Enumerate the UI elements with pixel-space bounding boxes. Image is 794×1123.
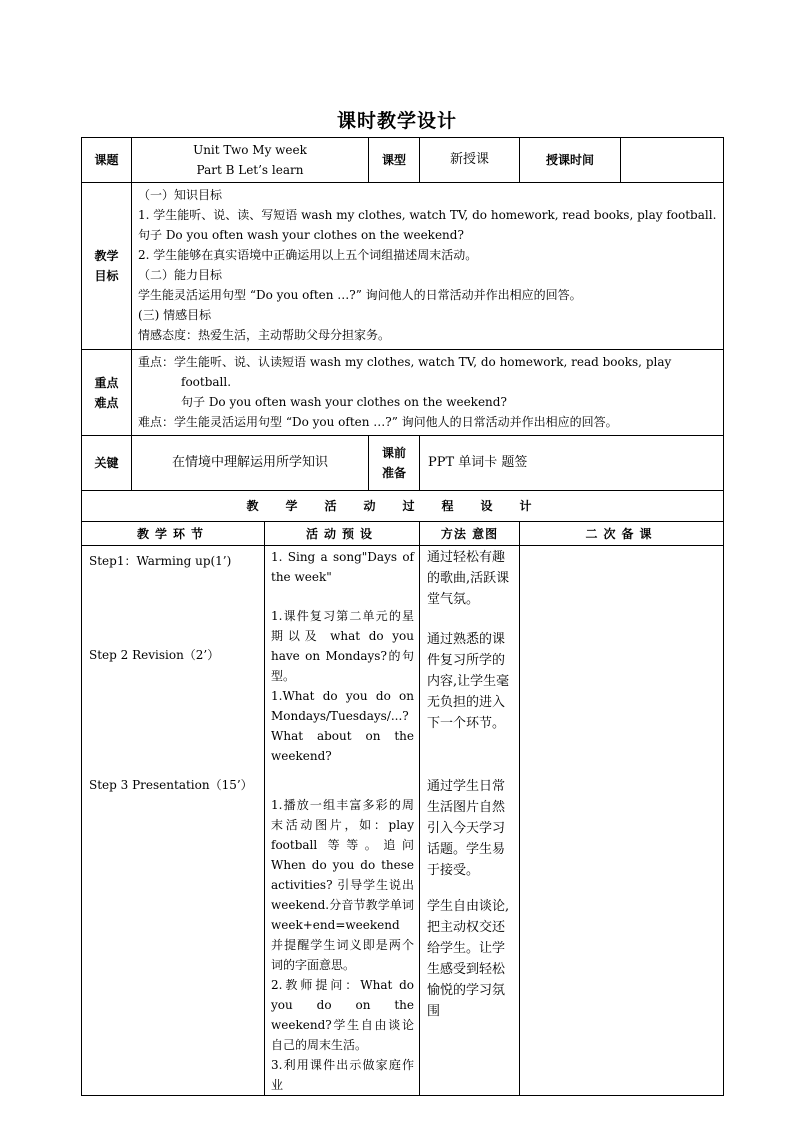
goal-line: (三) 情感目标 xyxy=(138,308,212,322)
goal-line: （一）知识目标 xyxy=(138,188,223,202)
activity-item: 1.What do you do on Mondays/Tuesdays/...?What about on the weekend? xyxy=(271,689,414,763)
key-value: 在情境中理解运用所学知识 xyxy=(132,436,369,491)
step-warming-up: Step1：Warming up(1’) xyxy=(89,554,232,568)
col-header-step: 教学环节 xyxy=(82,522,265,546)
goal-line: 1. 学生能听、说、读、写短语 wash my clothes, watch TV, do homework, read books, play football. xyxy=(138,208,717,222)
keypoints-label: 重点 难点 xyxy=(82,350,132,436)
review-column xyxy=(520,546,724,1096)
goal-line: 句子 Do you often wash your clothes on the weekend? xyxy=(138,228,464,242)
methods-column xyxy=(420,546,520,1096)
time-value xyxy=(621,138,724,183)
type-label: 课型 xyxy=(369,138,420,183)
activity-item: 1.课件复习第二单元的星期以及 what do you have on Mondays?的句型。 xyxy=(271,609,414,683)
col-header-review: 二次备课 xyxy=(520,522,724,546)
key-label: 关键 xyxy=(82,436,132,491)
goals-label: 教学 目标 xyxy=(82,183,132,350)
step-revision: Step 2 Revision（2’） xyxy=(89,648,220,662)
method-item: 通过学生日常生活图片自然引入今天学习话题。学生易于接受。 xyxy=(427,779,506,878)
steps-column xyxy=(82,546,265,1096)
page-title: 课时教学设计 xyxy=(336,110,457,132)
keypoint-line: 难点：学生能灵活运用句型 “Do you often …?” 询问他人的日常活动并作出相应的回答。 xyxy=(138,415,618,429)
process-title: 教学活动过程设计 xyxy=(82,491,724,522)
topic-line2: Part B Let’s learn xyxy=(196,163,304,177)
keypoint-line: 重点：学生能听、说、认读短语 wash my clothes, watch TV, do homework, read books, play xyxy=(138,355,672,369)
method-item: 通过轻松有趣的歌曲,活跃课堂气氛。 xyxy=(427,550,510,607)
prep-value: PPT 单词卡 题签 xyxy=(420,436,724,491)
activity-item: 2.教师提问：What do you do on the weekend?学生自由谈论自己的周末生活。 xyxy=(271,978,414,1052)
time-label: 授课时间 xyxy=(520,138,621,183)
goal-line: 2. 学生能够在真实语境中正确运用以上五个词组描述周末活动。 xyxy=(138,248,478,262)
keypoint-line: football. xyxy=(181,375,232,389)
method-item: 学生自由谈论,把主动权交还给学生。让学生感受到轻松愉悦的学习氛围 xyxy=(427,899,510,1019)
step-presentation: Step 3 Presentation（15’） xyxy=(89,778,253,792)
activities-column xyxy=(265,546,420,1096)
activity-item: 1.播放一组丰富多彩的周末活动图片，如：play football 等等。追问 When do you do these activities? 引导学生说出 weekend.分音节教学单词 week+end=weekend 并提醒学生词义即是两个词的字面意思。 xyxy=(271,798,414,972)
method-item: 通过熟悉的课件复习所学的内容,让学生毫无负担的进入下一个环节。 xyxy=(427,632,510,731)
activity-item: 3.利用课件出示做家庭作业 xyxy=(271,1058,414,1092)
topic-label: 课题 xyxy=(82,138,132,183)
topic-line1: Unit Two My week xyxy=(193,143,307,157)
keypoint-line: 句子 Do you often wash your clothes on the weekend? xyxy=(181,395,507,409)
activity-item: 1. Sing a song"Days of the week" xyxy=(271,550,414,584)
goal-line: 情感态度：热爱生活，主动帮助父母分担家务。 xyxy=(138,328,391,342)
goal-line: （二）能力目标 xyxy=(138,268,223,282)
prep-label: 课前 准备 xyxy=(369,436,420,491)
col-header-method: 方法 意图 xyxy=(420,522,520,546)
keypoints-content xyxy=(132,350,724,436)
col-header-activity: 活动预设 xyxy=(265,522,420,546)
goal-line: 学生能灵活运用句型 “Do you often …?” 询问他人的日常活动并作出相应的回答。 xyxy=(138,288,582,302)
goals-content xyxy=(132,183,724,350)
lesson-plan-table xyxy=(81,137,724,1096)
type-value: 新授课 xyxy=(420,138,520,183)
topic-value xyxy=(132,138,369,183)
